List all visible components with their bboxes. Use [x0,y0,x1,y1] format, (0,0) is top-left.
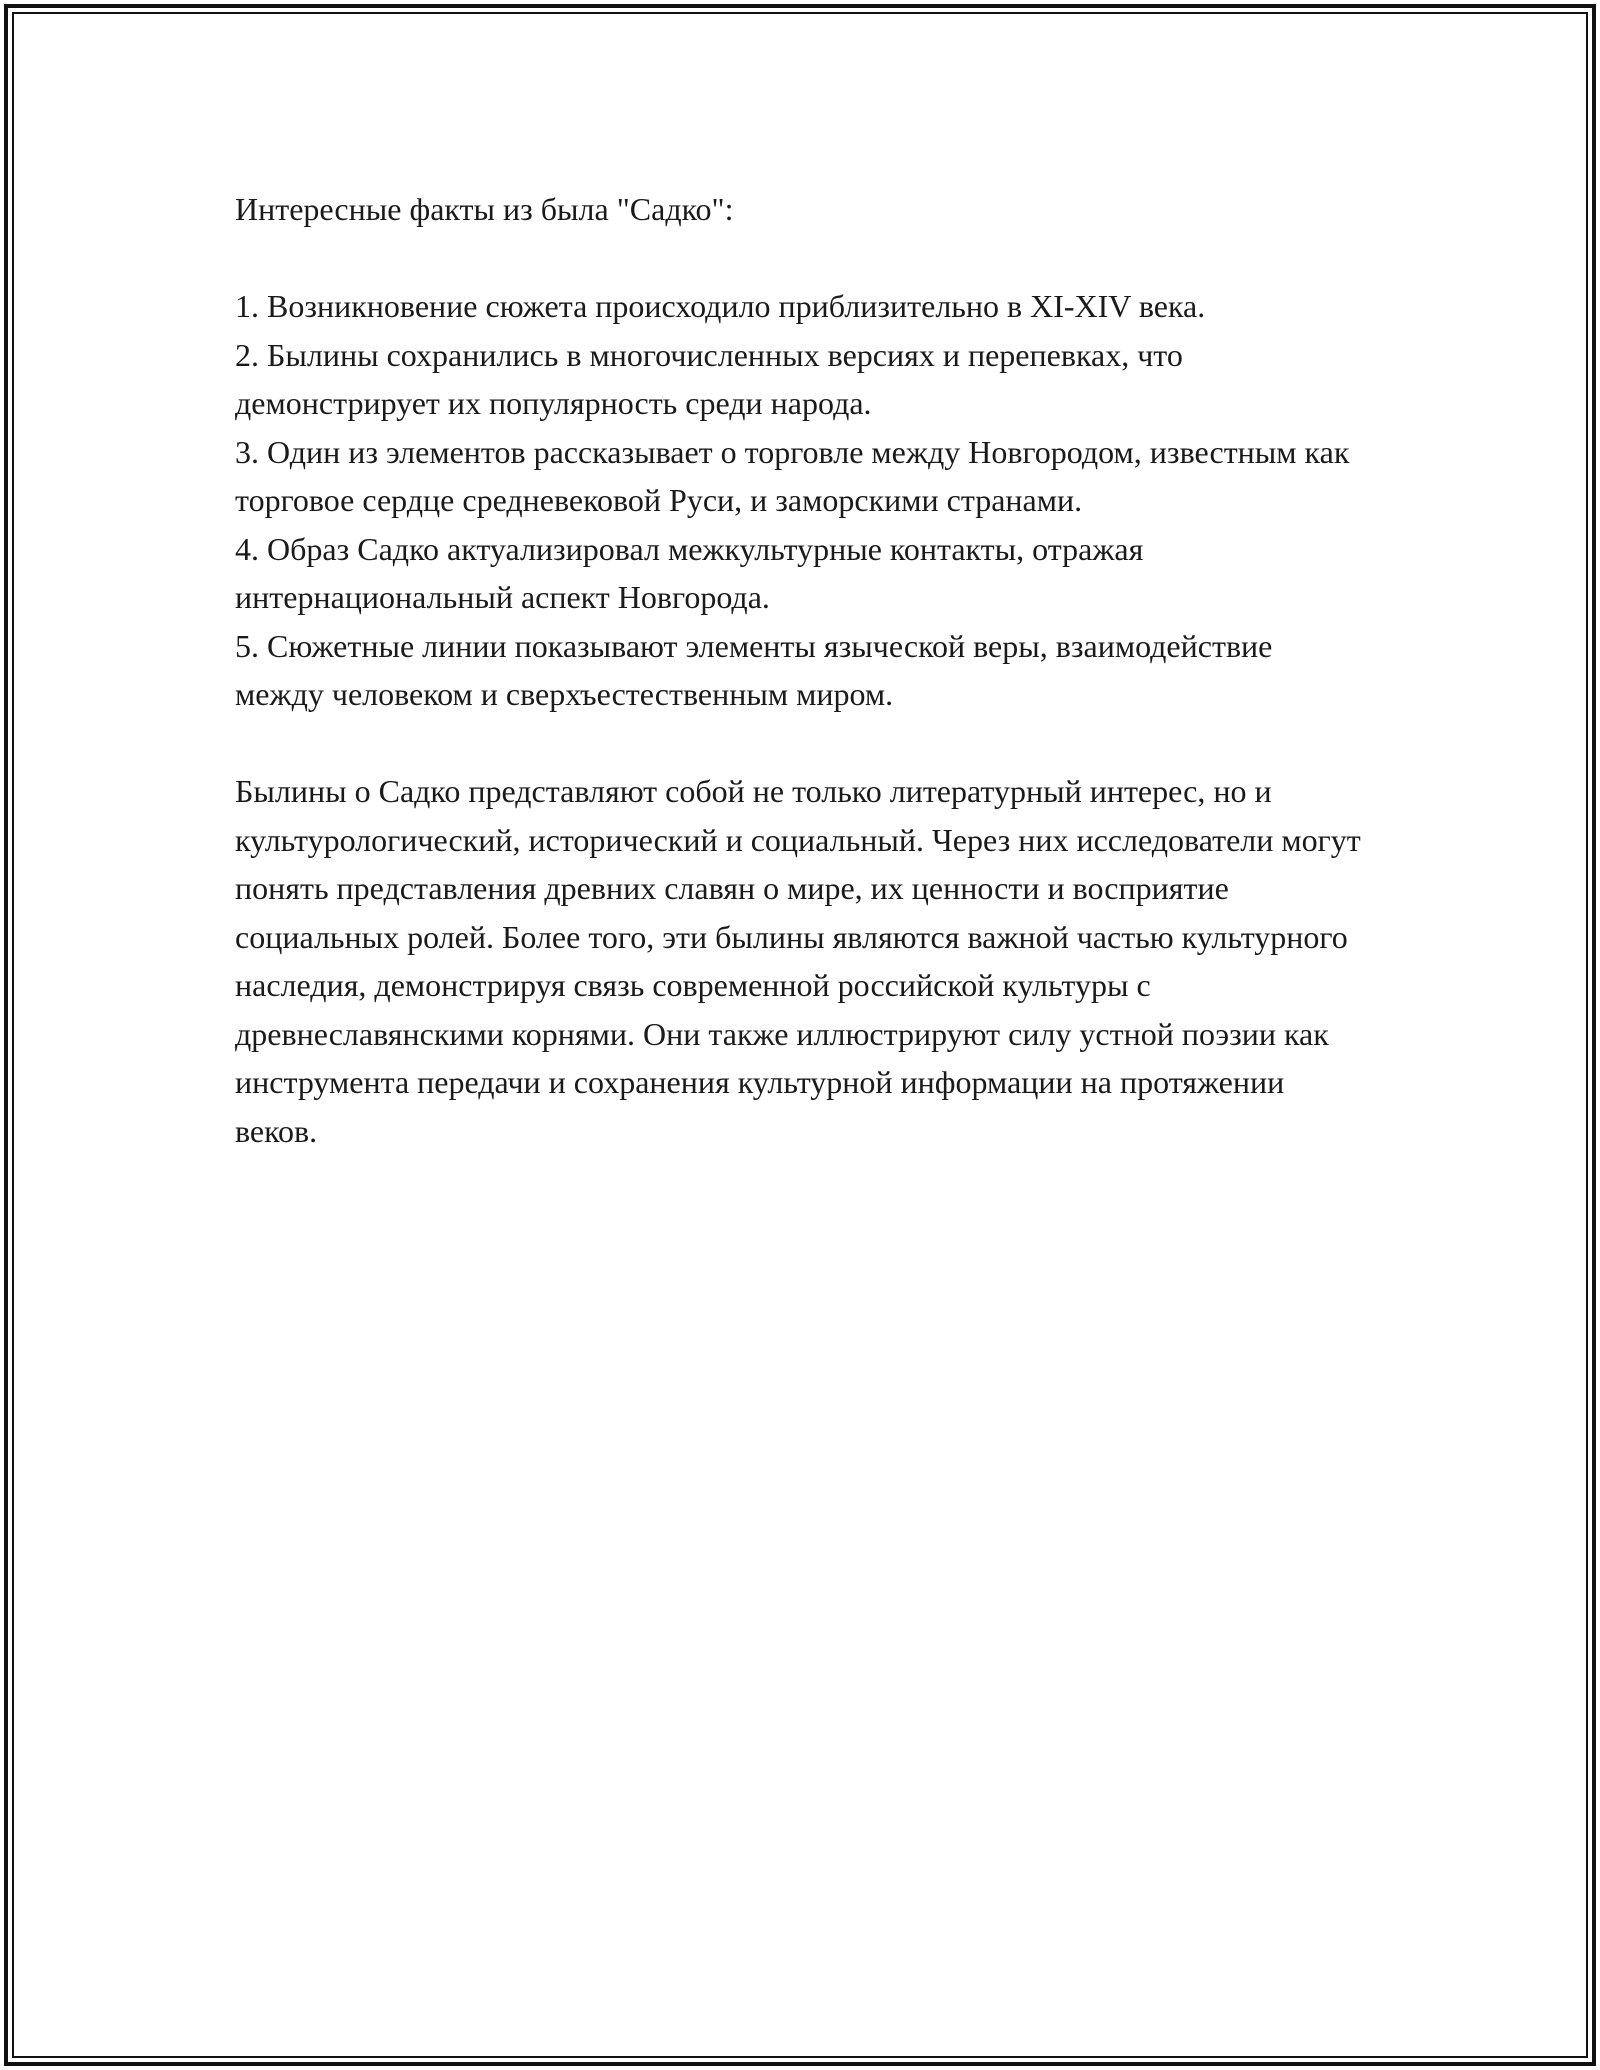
fact-item: 4. Образ Садко актуализировал межкультурные контакты, отражая интернациональный аспект Новгорода. [235,530,1144,615]
closing-paragraph: Былины о Садко представляют собой не только литературный интерес, но и культурологический, исторический и социальный. Через них исследователи могут понять представления древних славян о мире, их ценности и восприятие социальных ролей. Более того, эти былины являются важной частью культурного наследия, демонстрируя связь современной российской культуры с древнеславянскими корнями. Они также иллюстрируют силу устной поэзии как инструмента передачи и сохранения культурной информации на протяжении веков. [235,773,1361,1149]
fact-item: 1. Возникновение сюжета происходило приблизительно в XI-XIV века. [235,288,1206,324]
fact-item: 2. Былины сохранились в многочисленных версиях и перепевках, что демонстрирует их популярность среди народа. [235,336,1183,421]
facts-list [235,282,1365,719]
document-heading: Интересные факты из была "Садко": [235,191,734,227]
fact-item: 5. Сюжетные линии показывают элементы языческой веры, взаимодействие между человеком и сверхъестественным миром. [235,627,1273,712]
document-body [235,185,1365,1155]
fact-item: 3. Один из элементов рассказывает о торговле между Новгородом, известным как торговое сердце средневековой Руси, и заморскими странами. [235,433,1350,518]
